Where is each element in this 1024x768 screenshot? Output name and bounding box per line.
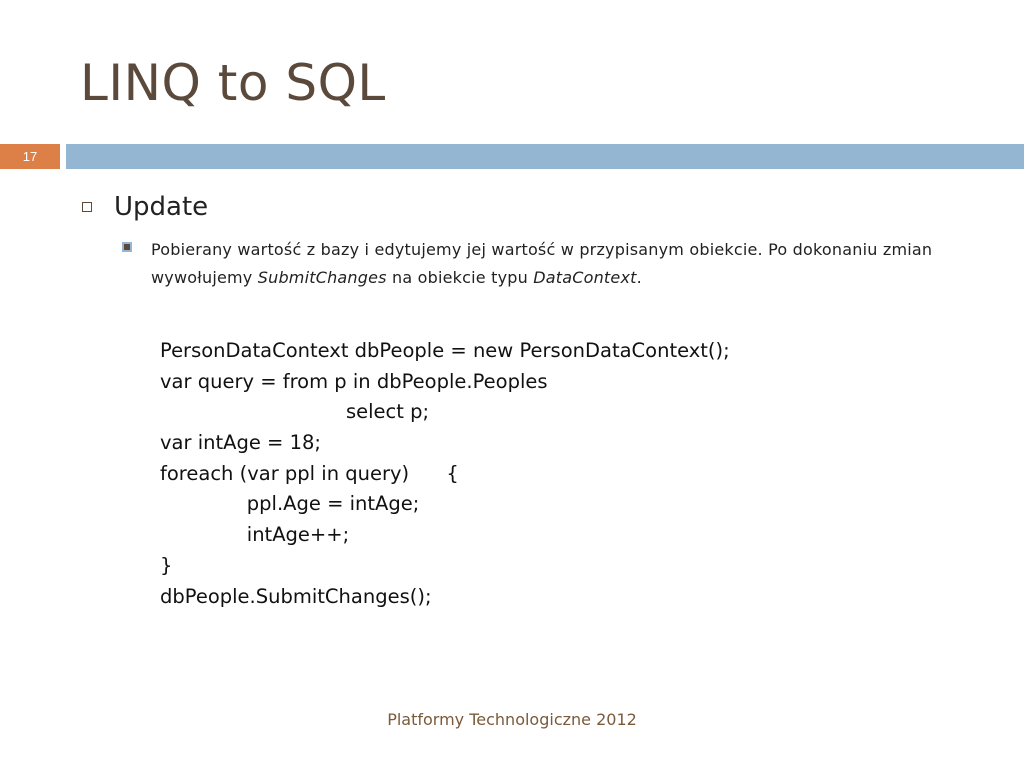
slide-footer: Platformy Technologiczne 2012 (387, 710, 637, 729)
submitchanges-term: SubmitChanges (257, 268, 387, 287)
sub-text-part3: . (636, 268, 642, 287)
datacontext-term: DataContext (533, 268, 637, 287)
code-line: ppl.Age = intAge; (160, 492, 420, 516)
square-bullet-icon (82, 202, 92, 212)
bullet-heading: Update (114, 192, 209, 222)
sub-text-part2: na obiekcie typu (386, 268, 534, 287)
code-line: var query = from p in dbPeople.Peoples (160, 369, 548, 393)
code-line: select p; (160, 400, 430, 424)
code-block (160, 336, 730, 612)
header-bar (66, 144, 1024, 169)
sub-bullet-text (151, 236, 972, 292)
code-line: foreach (var ppl in query) { (160, 461, 459, 485)
sub-bullet (122, 236, 972, 292)
bullet-update (82, 192, 208, 222)
filled-square-bullet-icon (122, 242, 132, 252)
sub-text-part1: Pobierany wartość z bazy i edytujemy jej wartość w przypisanym obiekcie. Po dokonaniu zmian wywołujemy (151, 240, 933, 287)
slide-number: 17 (0, 144, 60, 169)
code-line: dbPeople.SubmitChanges(); (160, 584, 432, 608)
code-line: var intAge = 18; (160, 431, 321, 455)
slide-title: LINQ to SQL (80, 54, 386, 112)
code-line: intAge++; (160, 523, 350, 547)
code-line: PersonDataContext dbPeople = new PersonDataContext(); (160, 339, 730, 362)
code-line: } (160, 553, 173, 577)
